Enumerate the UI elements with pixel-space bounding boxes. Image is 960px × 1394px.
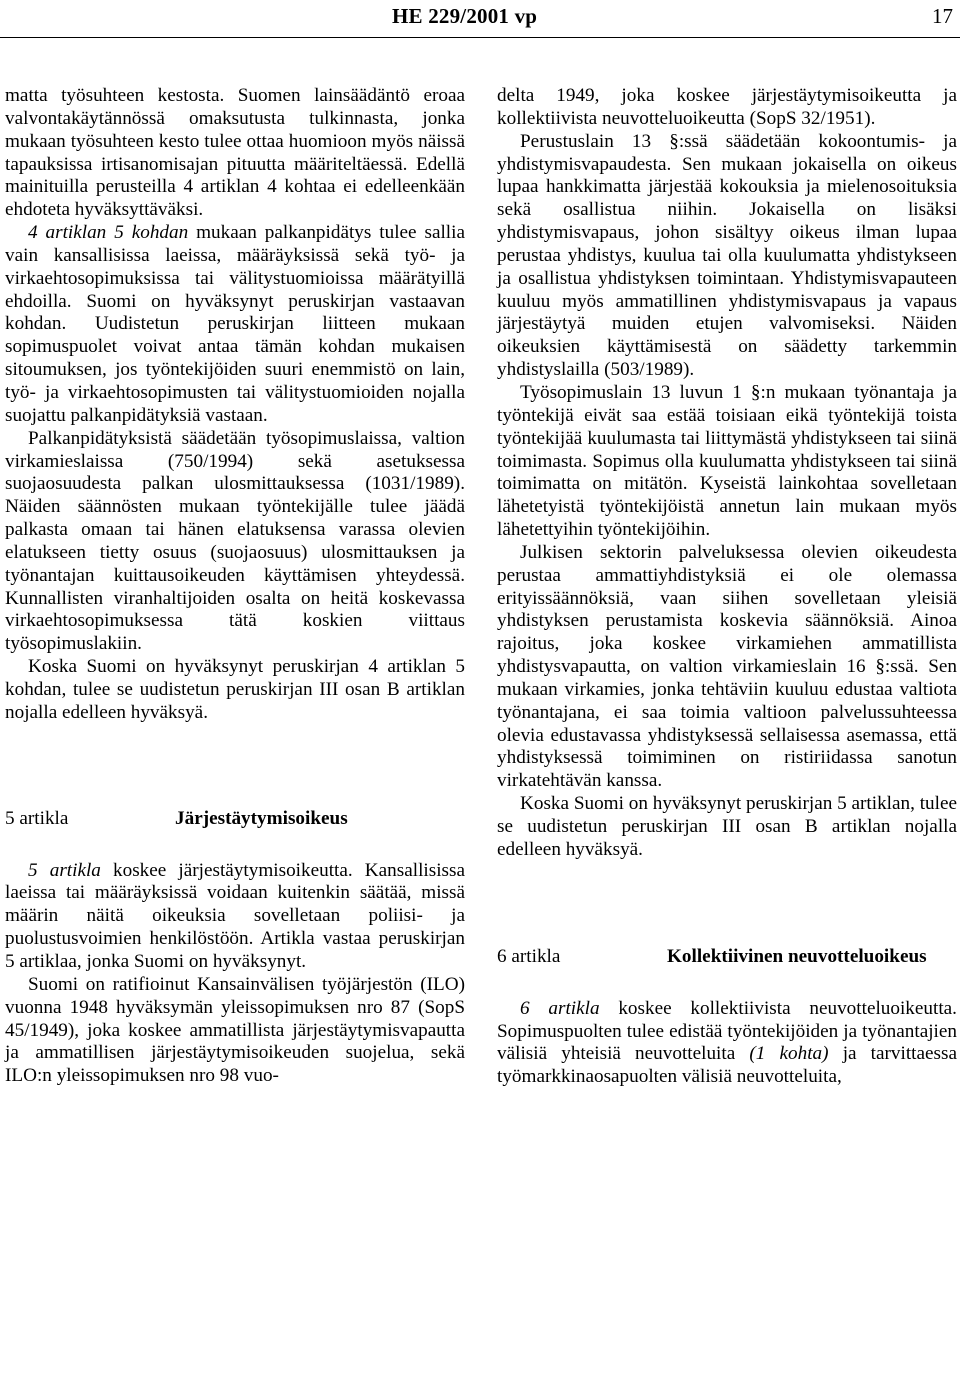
paragraph: Koska Suomi on hyväksynyt peruskirjan 4 artiklan 5 kohdan, tulee se uudistetun peruskirjan III osan B artiklan nojalla edelleen hyväksyä. (5, 656, 465, 723)
paragraph: matta työsuhteen kestosta. Suomen lainsäädäntö eroaa valvontakäytännössä omaksutusta tulkinnasta, jonka mukaan työsuhteen kesto tulee ottaa huomioon myös näissä tapauksissa irtisanomisajan pituutta määriteltäessä. Edellä mainituilla perusteilla 4 artiklan 4 kohtaa ei edelleenkään ehdoteta hyväksyttäväksi. (5, 85, 465, 221)
paragraph (497, 998, 957, 1089)
header-rule (0, 37, 960, 38)
italic-reference: 5 artikla (28, 859, 101, 881)
paragraph: Koska Suomi on hyväksynyt peruskirjan 5 artiklan, tulee se uudistetun peruskirjan III osan B artiklan nojalla edelleen hyväksyä. (497, 793, 957, 860)
document-id: HE 229/2001 vp (392, 4, 538, 28)
paragraph (5, 860, 465, 974)
italic-reference: 4 artiklan 5 kohdan (28, 222, 189, 244)
paragraph-text: koskee kollektiivista neuvotteluoikeutta. Sopimuspuolten tulee edistää työntekijöiden ja työnantajien välisiä yhteisiä neuvotteluita (497, 997, 957, 1065)
paragraph: Palkanpidätyksistä säädetään työsopimuslaissa, valtion virkamieslaissa (750/1994) sekä asetuksessa suojaosuudesta palkan ulosmittauksessa (1031/1989). Näiden säännösten mukaan työntekijälle tulee jäädä palkasta omaan tai hänen elatuksensa varassa olevien elatukseen tietty osuus (suojaosuus) ulosmittauksen ja työnantajan kuittausoikeuden käyttämisen yhteydessä. Kunnallisten viranhaltijoiden osalta on heitä koskevassa virkaehtosopimuksessa tätä koskien viittaus työsopimuslakiin. (5, 427, 465, 655)
paragraph-text: ja tarvittaessa työmarkkinaosapuolten välisiä neuvotteluita, (497, 1043, 957, 1088)
paragraph: Perustuslain 13 §:ssä säädetään kokoontumis- ja yhdistymisvapaudesta. Sen mukaan jokaisella on oikeus lupaa hankkimatta järjestää kokouksia ja mielenosoituksia sekä osallistua niihin. Jokaisella on lisäksi yhdistymisvapaus, johon sisältyy oikeus ilman lupaa perustaa yhdistys, kuulua tai olla kuulumatta yhdistykseen ja osallistua yhdistyksen toimintaan. Yhdistymisvapauteen kuuluu myös ammatillinen yhdistymisvapaus ja vapaus järjestäytyä muiden etujen valvomiseksi. Näiden oikeuksien käyttämisestä on säädetty tarkemmin yhdistyslailla (503/1989). (497, 130, 957, 381)
right-column (497, 85, 957, 1089)
paragraph-text: mukaan palkanpidätys tulee sallia vain kansallisissa laeissa, määräyksissä sekä työ- ja virkaehtosopimuksissa tai välitystuomioissa määrätyillä ehdoilla. Suomi on hyväksynyt peruskirjan vastaavan kohdan. Uudistetun peruskirjan liitteen mukaan sopimuspuolet voivat antaa tämän kohdan mukaisen sitoumuksen, jos työntekijöiden suuri enemmistö on lain, työ- ja virkaehtosopimusten tai välitystuomioiden nojalla suojattu palkanpidätyksiä vastaan. (5, 222, 465, 426)
paragraph: Työsopimuslain 13 luvun 1 §:n mukaan työnantaja ja työntekijä eivät saa estää toisiaan eikä työntekijä toista työntekijää kuulumasta tai liittymästä yhdistykseen tai siinä toimimasta. Sopimus olla kuulumatta yhdistykseen tai siinä toimimatta on mitätön. Kyseistä lainkohtaa sovelletaan lähetetyistä työntekijöistä annetun lain mukaan myös lähetettyihin työntekijöihin. (497, 381, 957, 541)
page-header (0, 0, 960, 34)
section-number: 6 artikla (497, 945, 561, 967)
italic-reference: 6 artikla (520, 997, 600, 1019)
section-title: Kollektiivinen neuvotteluoikeus (667, 945, 927, 967)
page-number: 17 (932, 4, 953, 28)
section-heading (5, 807, 465, 831)
section-number: 5 artikla (5, 807, 69, 829)
paragraph: Suomi on ratifioinut Kansainvälisen työjärjestön (ILO) vuonna 1948 hyväksymän yleissopimuksen nro 87 (SopS 45/1949), joka koskee ammatillista järjestäytymisvapautta ja ammatillisen järjestäytymisoikeuden suojelua, sekä ILO:n yleissopimuksen nro 98 vuo- (5, 973, 465, 1087)
paragraph: Julkisen sektorin palveluksessa olevien oikeudesta perustaa ammattiyhdistyksiä ei ole olemassa erityissäännöksiä, vaan siihen sovelletaan yleisiä yhdistyksen perustamista koskevia säännöksiä. Ainoa rajoitus, joka koskee virkamiehen ammatillista yhdistysvapautta, on valtion virkamieslain 16 §:ssä. Sen mukaan virkamies, jonka tehtäviin kuuluu edustaa valtiota työnantajana, ei saa toimia valtioon palvelussuhteessa olevia edustavassa yhdistyksessä sellaisessa asemassa, että yhdistyksessä toimiminen on ristiriidassa sanotun virkatehtävän kanssa. (497, 541, 957, 792)
section-heading (497, 945, 957, 969)
paragraph: delta 1949, joka koskee järjestäytymisoikeutta ja kollektiivista neuvotteluoikeutta (SopS 32/1951). (497, 85, 957, 129)
section-title: Järjestäytymisoikeus (175, 807, 348, 829)
paragraph (5, 222, 465, 428)
left-column (5, 85, 465, 1088)
italic-reference: (1 kohta) (749, 1043, 829, 1065)
paragraph-text: koskee järjestäytymisoikeutta. Kansallisissa laeissa tai määräyksissä voidaan kuitenkin säätää, missä määrin näitä oikeuksia sovelletaan poliisi- ja puolustusvoimien henkilöstöön. Artikla vastaa peruskirjan 5 artiklaa, jonka Suomi on hyväksynyt. (5, 859, 465, 972)
